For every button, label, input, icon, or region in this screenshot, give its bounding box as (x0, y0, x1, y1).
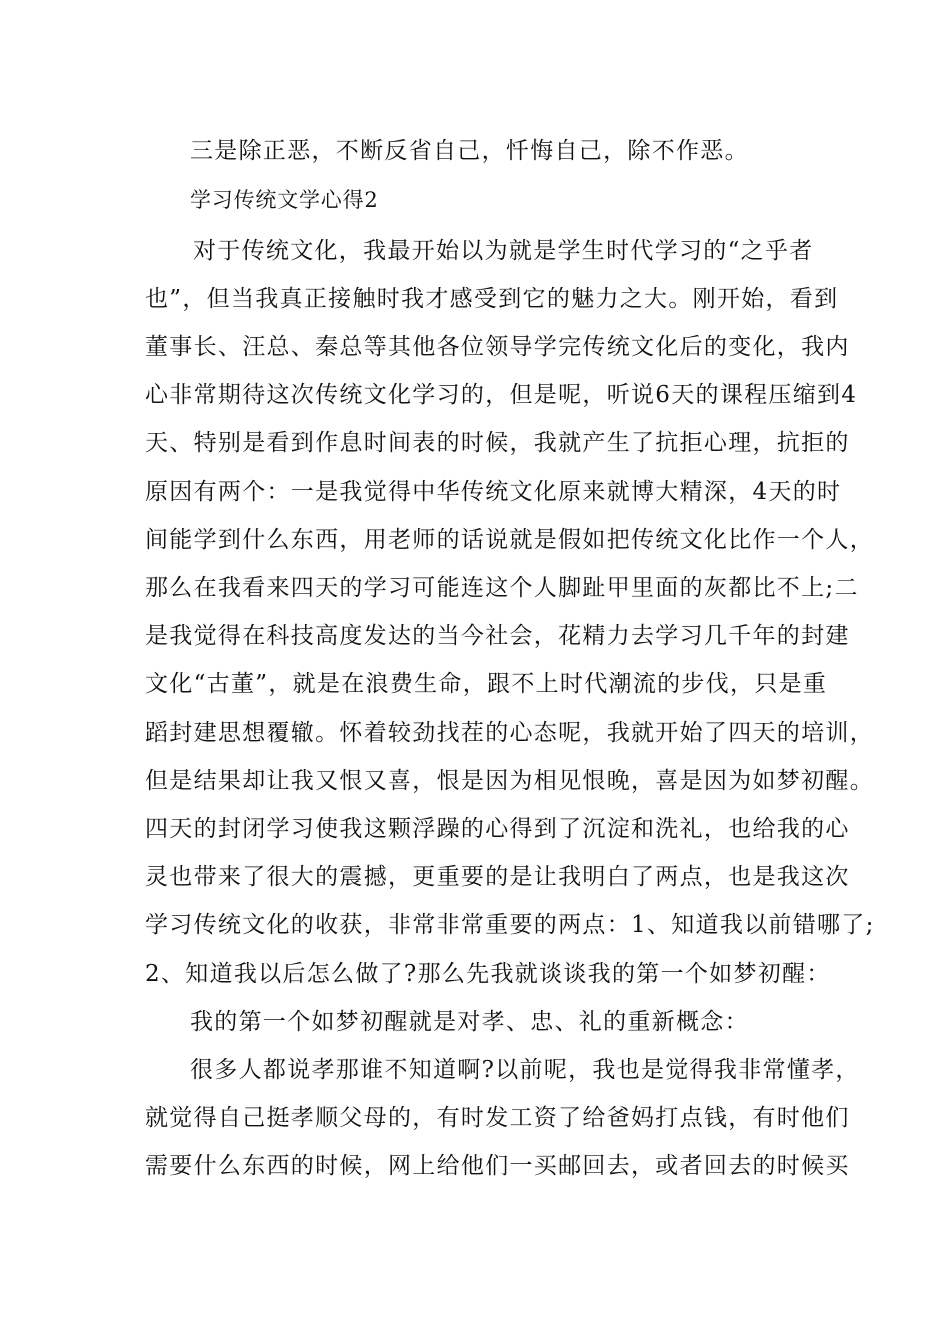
paragraph-line: 2、知道我以后怎么做了?那么先我就谈谈我的第一个如梦初醒： (145, 961, 831, 987)
paragraph-line: 四天的封闭学习使我这颗浮躁的心得到了沉淀和洗礼，也给我的心 (145, 816, 850, 842)
paragraph-line: 心非常期待这次传统文化学习的，但是呢，听说6天的课程压缩到4 (145, 382, 858, 408)
paragraph-line: 很多人都说孝那谁不知道啊?以前呢，我也是觉得我非常懂孝， (190, 1057, 860, 1083)
paragraph-line: 原因有两个：一是我觉得中华传统文化原来就博大精深，4天的时 (145, 479, 842, 505)
paragraph-line: 那么在我看来四天的学习可能连这个人脚趾甲里面的灰都比不上;二 (145, 575, 859, 601)
paragraph-line: 是我觉得在科技高度发达的当今社会，花精力去学习几千年的封建 (145, 623, 850, 649)
paragraph-line: 天、特别是看到作息时间表的时候，我就产生了抗拒心理，抗拒的 (145, 430, 850, 456)
paragraph-line: 学习传统文化的收获，非常非常重要的两点：1、知道我以前错哪了; (145, 912, 875, 938)
paragraph-line: 蹈封建思想覆辙。怀着较劲找茬的心态呢，我就开始了四天的培训， (145, 720, 874, 746)
paragraph-line: 我的第一个如梦初醒就是对孝、忠、礼的重新概念： (190, 1009, 749, 1035)
paragraph-line: 灵也带来了很大的震撼，更重要的是让我明白了两点，也是我这次 (145, 864, 850, 890)
paragraph-line: 间能学到什么东西，用老师的话说就是假如把传统文化比作一个人， (145, 527, 874, 553)
paragraph-line: 对于传统文化，我最开始以为就是学生时代学习的“之乎者 (193, 238, 814, 264)
paragraph-line: 就觉得自己挺孝顺父母的，有时发工资了给爸妈打点钱，有时他们 (145, 1105, 850, 1131)
paragraph-line: 但是结果却让我又恨又喜，恨是因为相见恨晚，喜是因为如梦初醒。 (145, 768, 874, 794)
paragraph-line: 也”，但当我真正接触时我才感受到它的魅力之大。刚开始，看到 (145, 286, 839, 312)
section-heading: 学习传统文学心得2 (190, 188, 379, 212)
paragraph-line: 需要什么东西的时候，网上给他们一买邮回去，或者回去的时候买 (145, 1153, 850, 1179)
paragraph-line: 文化“古董”，就是在浪费生命，跟不上时代潮流的步伐，只是重 (145, 671, 828, 697)
paragraph-line: 董事长、汪总、秦总等其他各位领导学完传统文化后的变化，我内 (145, 334, 850, 360)
paragraph-line: 三是除正恶，不断反省自己，忏悔自己，除不作恶。 (190, 138, 749, 164)
